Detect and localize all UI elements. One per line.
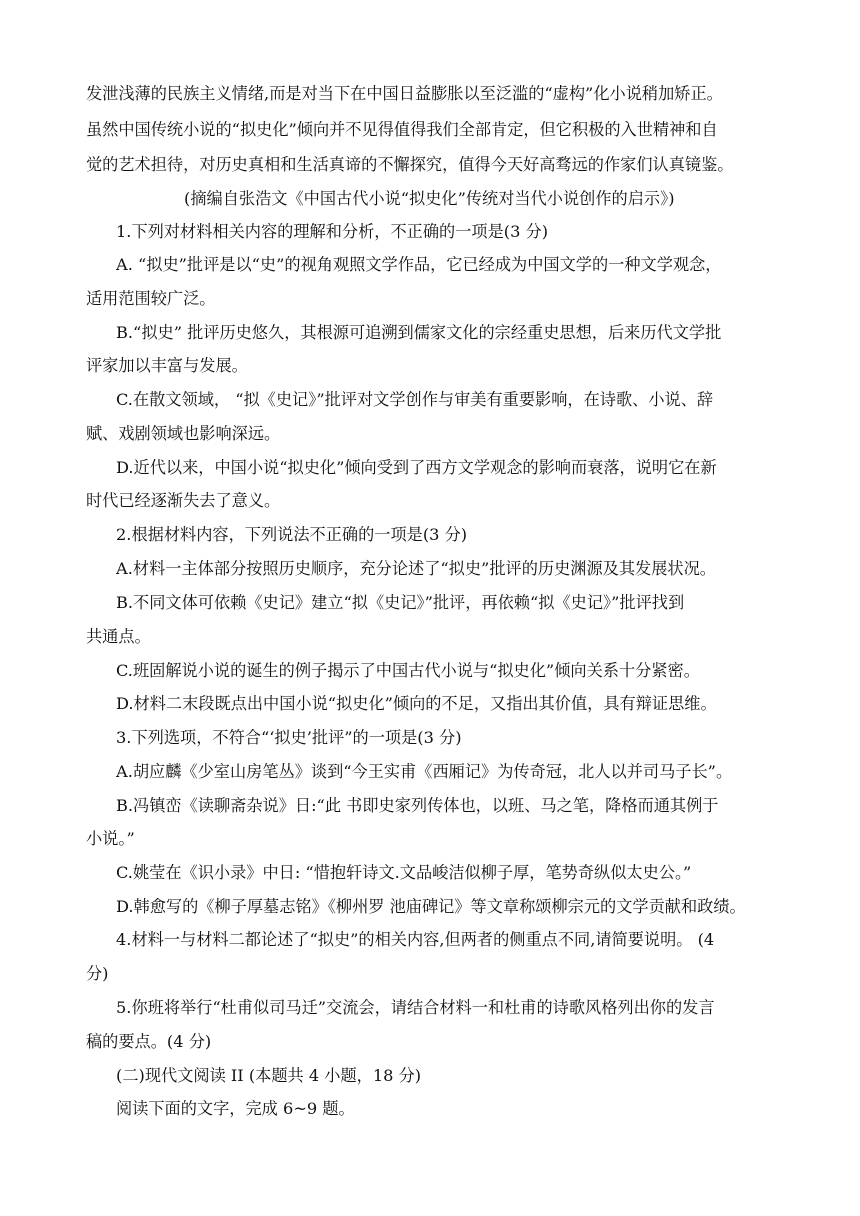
question-3-option-a: A.胡应麟《少室山房笔丛》谈到“今王实甫《西厢记》为传奇冠，北人以并司马子长”。: [116, 762, 733, 781]
reading-instruction: 阅读下面的文字，完成 6~9 题。: [116, 1099, 355, 1118]
question-1-option-b: B.“拟史” 批评历史悠久，其根源可追溯到儒家文化的宗经重史思想，后来历代文学批: [116, 323, 722, 342]
question-1-stem: 1.下列对材料相关内容的理解和分析，不正确的一项是(3 分): [116, 222, 549, 241]
question-2-option-c: C.班固解说小说的诞生的例子揭示了中国古代小说与“拟史化”倾向关系十分紧密。: [116, 661, 700, 680]
question-2-option-b-cont: 共通点。: [86, 627, 151, 646]
question-5-cont: 稿的要点。(4 分): [86, 1032, 212, 1051]
question-3-stem: 3.下列选项，不符合“‘拟史’批评”的一项是(3 分): [116, 728, 462, 747]
question-1-option-d-cont: 时代已经逐渐失去了意义。: [86, 491, 281, 510]
question-1-option-a-cont: 适用范围较广泛。: [86, 289, 216, 308]
question-3-option-d: D.韩愈写的《柳子厚墓志铭》《柳州罗 池庙碑记》等文章称颂柳宗元的文学贡献和政绩。: [116, 897, 746, 916]
question-4-cont: 分): [86, 964, 109, 983]
question-1-option-d: D.近代以来，中国小说“拟史化”倾向受到了西方文学观念的影响而衰落，说明它在新: [116, 458, 717, 477]
section-heading: (二)现代文阅读 II (本题共 4 小题，18 分): [116, 1066, 422, 1085]
question-1-option-c: C.在散文领域， “拟《史记》”批评对文学创作与审美有重要影响，在诗歌、小说、辞: [116, 390, 714, 409]
question-2-option-d: D.材料二末段既点出中国小说“拟史化”倾向的不足，又指出其价值，具有辩证思维。: [116, 694, 717, 713]
passage-line-1: 发泄浅薄的民族主义情绪,而是对当下在中国日益膨胀以至泛滥的“虚构”化小说稍加矫正。: [86, 84, 723, 103]
question-4: 4.材料一与材料二都论述了“拟史”的相关内容,但两者的侧重点不同,请简要说明。 (4: [116, 930, 715, 949]
question-2-option-b: B.不同文体可依赖《史记》建立“拟《史记》”批评，再依赖“拟《史记》”批评找到: [116, 593, 685, 612]
question-5: 5.你班将举行“杜甫似司马迁”交流会，请结合材料一和杜甫的诗歌风格列出你的发言: [116, 998, 715, 1017]
question-1-option-a: A. “拟史”批评是以“史”的视角观照文学作品，它已经成为中国文学的一种文学观念，: [116, 255, 722, 274]
question-3-option-c: C.姚莹在《识小录》中日: “惜抱轩诗文.文品峻洁似柳子厚，笔势奇纵似太史公。”: [116, 863, 692, 882]
question-3-option-b-cont: 小说。”: [86, 829, 135, 848]
question-3-option-b: B.冯镇峦《读聊斋杂说》日:“此 书即史家列传体也，以班、马之笔，降格而通其例于: [116, 796, 719, 815]
passage-line-3: 觉的艺术担待，对历史真相和生活真谛的不懈探究，值得今天好高骛远的作家们认真镜鉴。: [86, 155, 734, 174]
source-citation: (摘编自张浩文《中国古代小说“拟史化”传统对当代小说创作的启示》): [184, 189, 675, 208]
question-2-option-a: A.材料一主体部分按照历史顺序，充分论述了“拟史”批评的历史渊源及其发展状况。: [116, 559, 716, 578]
question-2-stem: 2.根据材料内容，下列说法不正确的一项是(3 分): [116, 525, 468, 544]
question-1-option-b-cont: 评家加以丰富与发展。: [86, 356, 248, 375]
question-1-option-c-cont: 赋、戏剧领域也影响深远。: [86, 424, 281, 443]
passage-line-2: 虽然中国传统小说的“拟史化”倾向并不见得值得我们全部肯定，但它积极的入世精神和自: [86, 120, 718, 139]
